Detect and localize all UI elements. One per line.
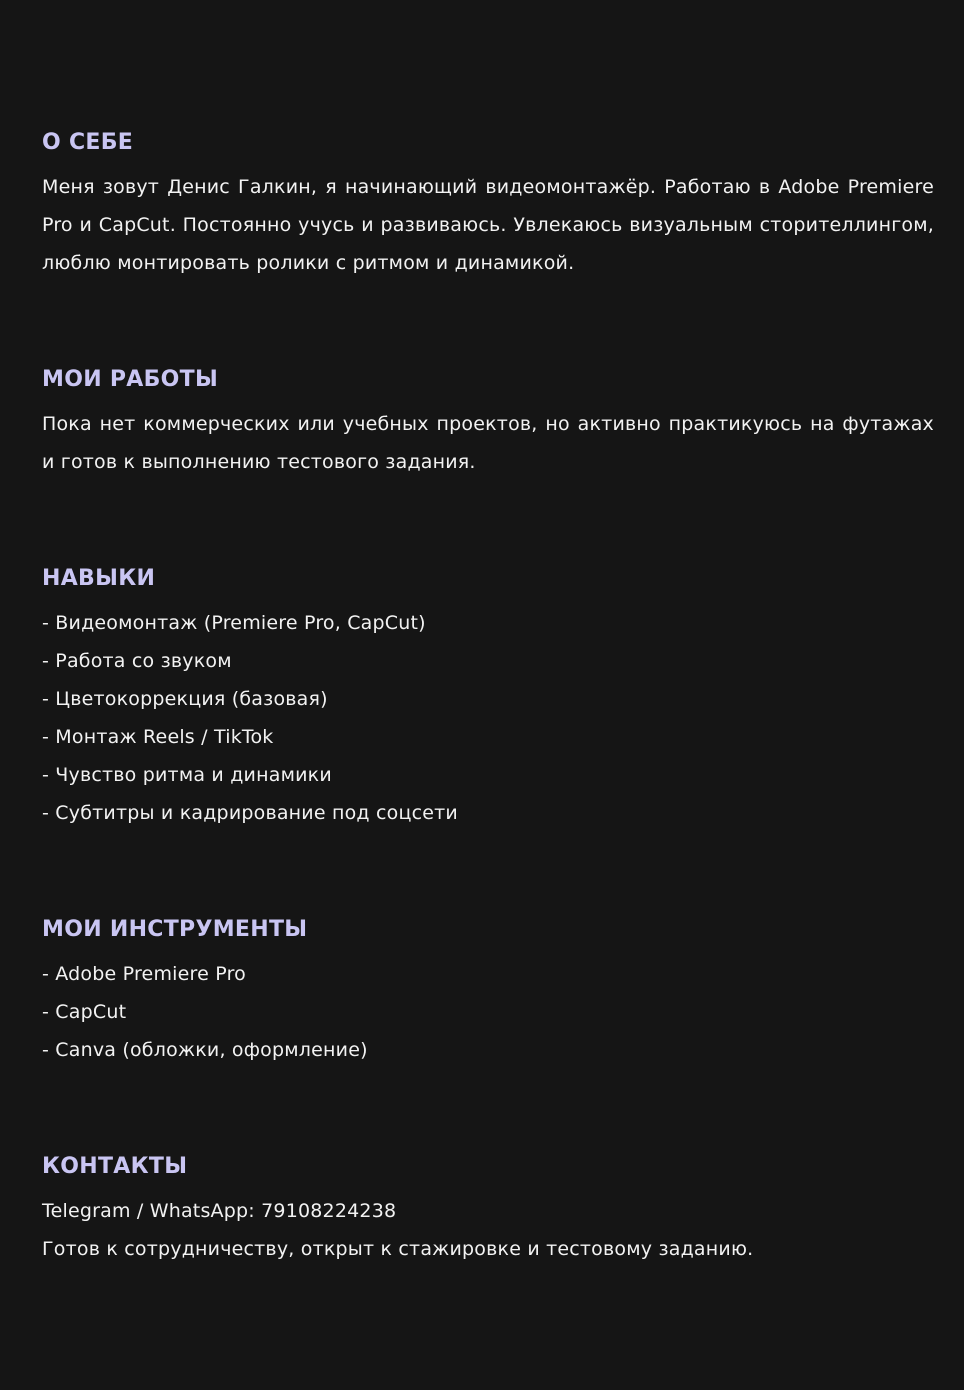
contact-note: Готов к сотрудничеству, открыт к стажировке и тестовому заданию. bbox=[42, 1238, 754, 1260]
tool-item: - Canva (обложки, оформление) bbox=[42, 1039, 368, 1061]
skills-heading: НАВЫКИ bbox=[42, 566, 156, 591]
contacts-section bbox=[42, 1148, 934, 1268]
skill-item: - Цветокоррекция (базовая) bbox=[42, 688, 328, 710]
about-heading: О СЕБЕ bbox=[42, 130, 134, 155]
contact-phone: Telegram / WhatsApp: 79108224238 bbox=[42, 1200, 397, 1222]
skill-item: - Субтитры и кадрирование под соцсети bbox=[42, 802, 458, 824]
contacts-heading: КОНТАКТЫ bbox=[42, 1154, 188, 1179]
tools-section bbox=[42, 911, 934, 1069]
skill-item: - Монтаж Reels / TikTok bbox=[42, 726, 274, 748]
skill-item: - Чувство ритма и динамики bbox=[42, 764, 332, 786]
about-section bbox=[42, 124, 934, 282]
skill-item: - Работа со звуком bbox=[42, 650, 232, 672]
works-text: Пока нет коммерческих или учебных проектов, но активно практикуюсь на футажах и готов к выполнению тестового задания. bbox=[42, 413, 934, 473]
works-section bbox=[42, 361, 934, 481]
tools-heading: МОИ ИНСТРУМЕНТЫ bbox=[42, 917, 308, 942]
skill-item: - Видеомонтаж (Premiere Pro, CapCut) bbox=[42, 612, 426, 634]
tool-item: - CapCut bbox=[42, 1001, 127, 1023]
tool-item: - Adobe Premiere Pro bbox=[42, 963, 246, 985]
about-text: Меня зовут Денис Галкин, я начинающий видеомонтажёр. Работаю в Adobe Premiere Pro и CapCut. Постоянно учусь и развиваюсь. Увлекаюсь визуальным сторителлингом, люблю монтировать ролики с ритмом и динамикой. bbox=[42, 176, 934, 274]
skills-section bbox=[42, 560, 934, 832]
works-heading: МОИ РАБОТЫ bbox=[42, 367, 219, 392]
